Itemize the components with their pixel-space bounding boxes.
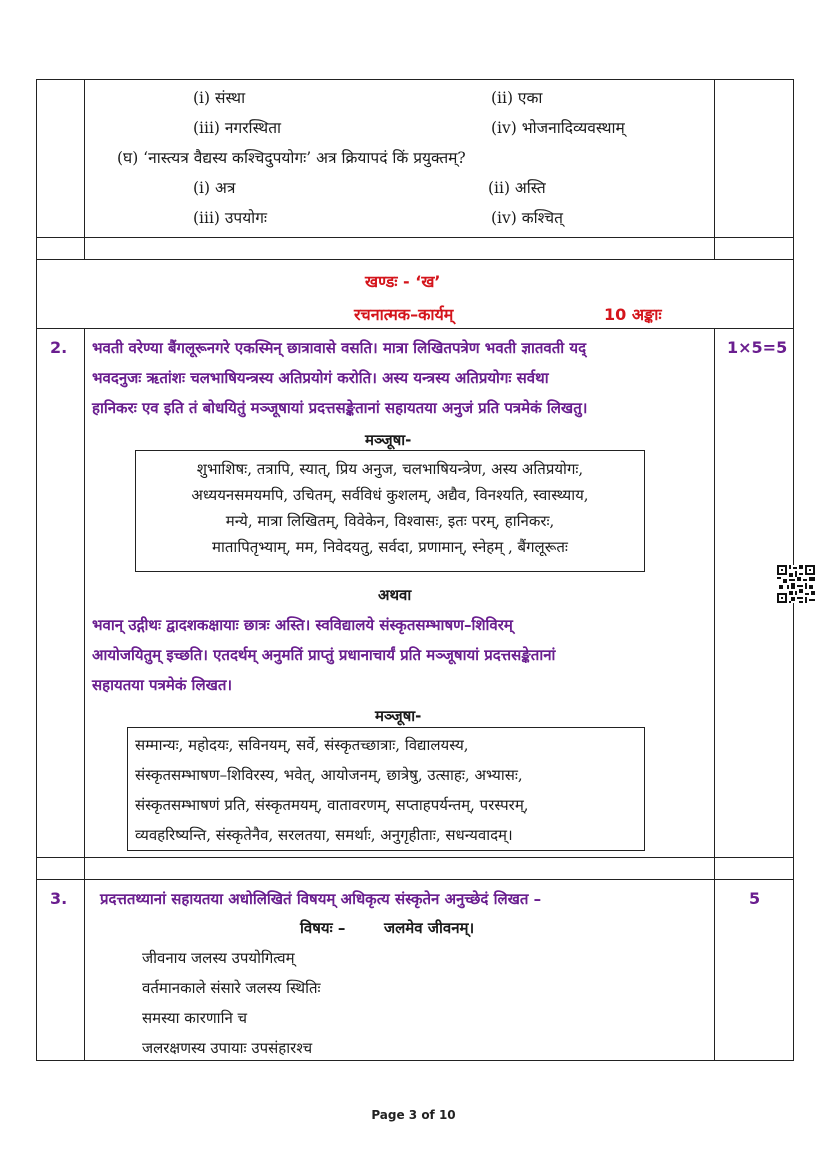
question-text: भवान् उद्गीथः द्वादशकक्षायाः छात्रः अस्ति। स्वविद्यालये संस्कृतसम्भाषण–शिविरम् xyxy=(92,616,513,634)
table-col-divider xyxy=(714,79,715,260)
question-marks: 5 xyxy=(749,889,761,908)
question-text: हानिकरः एव इति तं बोधयितुं मञ्जूषायां प्रदत्तसङ्केतानां सहायतया अनुजं प्रति पत्रमेकं लिखतु। xyxy=(92,399,588,417)
section-subtitle: रचनात्मक–कार्यम् xyxy=(354,305,454,324)
word-box xyxy=(135,450,645,572)
qr-code-icon xyxy=(777,565,815,603)
table-row-divider xyxy=(36,328,794,329)
table-border-top xyxy=(36,79,794,80)
option-text: (iv) भोजनादिव्यवस्थाम् xyxy=(491,119,625,137)
question-text: भवदनुजः ऋतांशः चलभाषियन्त्रस्य अतिप्रयोगं करोति। अस्य यन्त्रस्य अतिप्रयोगः सर्वथा xyxy=(92,369,549,387)
option-text: (i) अत्र xyxy=(193,179,236,197)
word-box-line: मातापितृभ्याम्, मम, निवेदयतु, सर्वदा, प्रणामान्, स्नेहम् , बैंगलूरूतः xyxy=(212,538,568,556)
word-box xyxy=(127,727,645,851)
word-box-line: अध्ययनसमयमपि, उचितम्, सर्वविधं कुशलम्, अद्यैव, विनश्यति, स्वास्थ्याय, xyxy=(191,486,589,504)
point-text: जलरक्षणस्य उपायाः उपसंहारश्च xyxy=(142,1039,313,1057)
question-text: सहायतया पत्रमेकं लिखत। xyxy=(92,676,233,694)
table-col-divider xyxy=(84,79,85,260)
option-text: (i) संस्था xyxy=(193,89,246,107)
table-row-divider xyxy=(36,857,794,858)
point-text: जीवनाय जलस्य उपयोगित्वम् xyxy=(142,949,295,967)
section-title: खण्डः - ‘ख’ xyxy=(365,272,441,291)
word-box-line: संस्कृतसम्भाषण–शिविरस्य, भवेत्, आयोजनम्, छात्रेषु, उत्साहः, अभ्यासः, xyxy=(135,766,523,784)
table-border-left xyxy=(36,79,37,1061)
question-text: प्रदत्ततथ्यानां सहायतया अधोलिखितं विषयम् अधिकृत्य संस्कृतेन अनुच्छेदं लिखत – xyxy=(100,890,542,908)
question-text: (घ) ‘नास्त्यत्र वैद्यस्य कश्चिदुपयोगः’ अत्र क्रियापदं किं प्रयुक्तम्? xyxy=(117,149,466,167)
option-text: (iv) कश्चित् xyxy=(491,209,563,227)
word-box-line: शुभाशिषः, तत्रापि, स्यात्, प्रिय अनुज, चलभाषियन्त्रेण, अस्य अतिप्रयोगः, xyxy=(196,460,584,478)
topic-label: विषयः – xyxy=(300,919,346,937)
table-row-divider xyxy=(36,237,794,238)
table-col-divider xyxy=(84,328,85,1061)
or-label: अथवा xyxy=(378,586,412,604)
option-text: (iii) उपयोगः xyxy=(193,209,268,227)
topic-title: जलमेव जीवनम्। xyxy=(384,919,475,937)
question-number: 2. xyxy=(50,338,68,357)
question-text: भवती वरेण्या बैंगलूरूनगरे एकस्मिन् छात्रावासे वसति। मात्रा लिखितपत्रेण भवती ज्ञातवती यद् xyxy=(92,339,587,357)
word-box-line: सम्मान्यः, महोदयः, सविनयम्, सर्वे, संस्कृतच्छात्राः, विद्यालयस्य, xyxy=(135,736,469,754)
question-number: 3. xyxy=(50,889,68,908)
table-col-divider xyxy=(714,328,715,1061)
option-text: (ii) अस्ति xyxy=(488,179,546,197)
table-row-divider xyxy=(36,879,794,880)
section-marks: 10 अङ्काः xyxy=(604,305,662,324)
word-box-line: संस्कृतसम्भाषणं प्रति, संस्कृतमयम्, वातावरणम्, सप्ताहपर्यन्तम्, परस्परम्, xyxy=(135,796,529,814)
box-heading: मञ्जूषा- xyxy=(375,707,422,725)
table-border-bottom xyxy=(36,1060,794,1061)
word-box-line: मन्ये, मात्रा लिखितम्, विवेकेन, विश्वासः, इतः परम्, हानिकरः, xyxy=(225,512,555,530)
word-box-line: व्यवहरिष्यन्ति, संस्कृतेनैव, सरलतया, समर्थाः, अनुगृहीताः, सधन्यवादम्। xyxy=(135,826,513,844)
point-text: वर्तमानकाले संसारे जलस्य स्थितिः xyxy=(142,979,321,997)
question-marks: 1×5=5 xyxy=(727,338,788,357)
table-row-divider xyxy=(36,259,794,260)
question-text: आयोजयितुम् इच्छति। एतदर्थम् अनुमतिं प्राप्तुं प्रधानाचार्यं प्रति मञ्जूषायां प्रदत्तसङ्केतानां xyxy=(92,646,556,664)
option-text: (iii) नगरस्थिता xyxy=(193,119,282,137)
box-heading: मञ्जूषा- xyxy=(365,431,412,449)
option-text: (ii) एका xyxy=(491,89,543,107)
point-text: समस्या कारणानि च xyxy=(142,1009,248,1027)
page-number: Page 3 of 10 xyxy=(371,1108,456,1122)
